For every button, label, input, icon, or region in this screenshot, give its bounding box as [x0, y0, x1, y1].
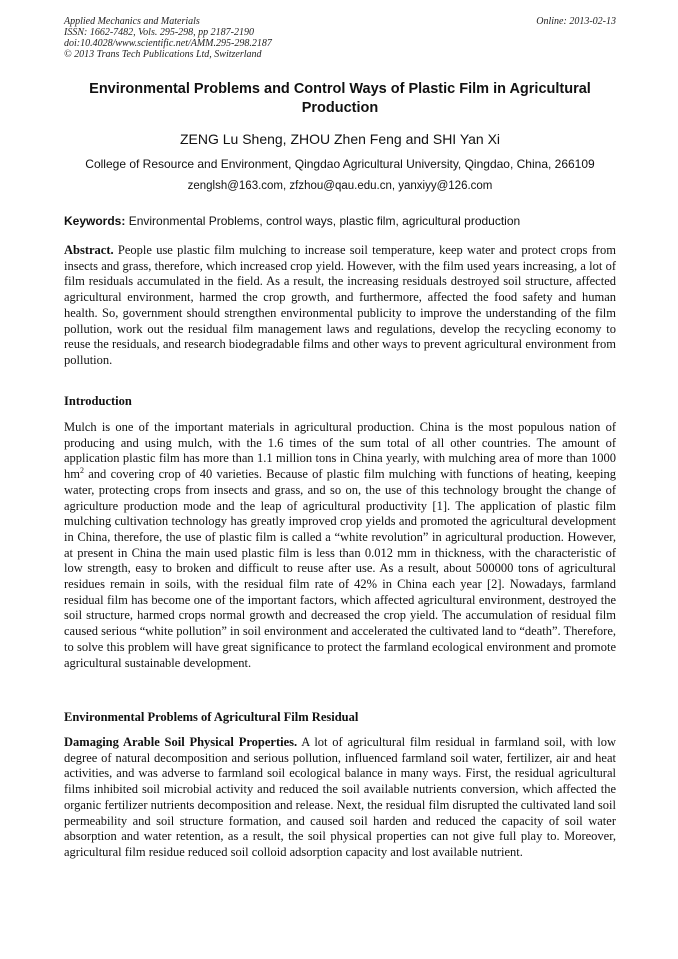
online-date: Online: 2013-02-13: [536, 16, 616, 27]
paper-authors: ZENG Lu Sheng, ZHOU Zhen Feng and SHI Yan Xi: [179, 131, 501, 147]
doi-line: doi:10.4028/www.scientific.net/AMM.295-298.2187: [64, 38, 272, 49]
paper-title: Environmental Problems and Control Ways of Plastic Film in Agricultural Production: [89, 81, 591, 116]
keywords-label: Keywords:: [64, 214, 126, 228]
abstract-text: People use plastic film mulching to increase soil temperature, keep water and protect crops from insects and grass, therefore, which increased crop yield. However, with the film used years increasing, a lot of film residuals accumulated in the field. As a result, the increasing residuals destroyed soil structure, affected agricultural environment, harmed the crop growth, and furthermore, affected the food safety and human health. So, government should strengthen environmental publicity to improve the understanding of the film pollution, work out the residual film management laws and regulations, develop the recycling economy to reuse the residuals, and research biodegradable films and other ways to prevent agricultural environment from pollution.: [64, 243, 616, 367]
journal-header: [64, 16, 616, 60]
introduction-text-b: and covering crop of 40 varieties. Because of plastic film mulching with functions of heating, keeping water, protecting crops from insects and grass, and so on, the use of this technology brought the change of agriculture production mode and the leap of agricultural productivity [1]. The application of plastic film mulching cultivation technology has greatly improved crop yields and promoted the agricultural development in China, therefore, the use of plastic film is called a “white revolution” in agricultural production. However, at present in China the main used plastic film is less than 0.012 mm in thickness, with the characteristic of low strength, easy to broken and difficult to reuse after use. As a result, about 500000 tons of agricultural residues remain in soils, with the residual film rate of 42% in China each year [2]. Nowadays, farmland residual film has become one of the important factors, which affected agricultural environment, destroyed the soil structure, harmed crops normal growth and decreased the crop yield. The accumulation of residual film caused serious “white pollution” in soil environment and accelerated the cultivated land to “death”. Therefore, to solve this problem will have great significance to protect the farmland ecological environment and promote agricultural sustainable development.: [64, 467, 616, 670]
introduction-paragraph: [64, 420, 616, 671]
section2-heading: Environmental Problems of Agricultural Film Residual: [64, 710, 359, 724]
introduction-heading: Introduction: [64, 394, 132, 408]
keywords-text: Environmental Problems, control ways, plastic film, agricultural production: [128, 214, 521, 228]
section2-lead: Damaging Arable Soil Physical Properties.: [64, 735, 298, 749]
abstract-label: Abstract.: [64, 243, 114, 257]
author-affiliation: College of Resource and Environment, Qingdao Agricultural University, Qingdao, China, 266109: [85, 157, 595, 171]
superscript-2: 2: [79, 465, 84, 475]
section2-text: A lot of agricultural film residual in farmland soil, with low degree of natural decomposition and serious pollution, influenced farmland soil water, fertilizer, air and heat activities, and was adverse to farmland soil ecological balance in many ways. First, the residual agricultural films inhibited soil microbial activity and reduced the soil available nutrients conversion, which affected the organic fertilizer nutrients decomposition and release. Next, the residual film disrupted the cultivated land soil permeability and soil structure formation, and caused soil harden and reduced the capacity of soil water absorption and water retention, as a result, the soil physical properties can not give full play to. Moreover, agricultural film residue reduced soil colloid adsorption capacity and lost available nutrient.: [64, 735, 616, 859]
author-emails: zenglsh@163.com, zfzhou@qau.edu.cn, yanxiyy@126.com: [187, 180, 493, 192]
journal-name: Applied Mechanics and Materials: [64, 16, 200, 27]
introduction-text-a: Mulch is one of the important materials in agricultural production. China is the most populous nation of producing and using mulch, with the 1.6 times of the sum total of all other countries. The amount of application plastic film has more than 1.1 million tons in China yearly, with mulching area of more than 1000 hm: [64, 420, 616, 482]
keywords: [64, 214, 616, 228]
section2-paragraph: [64, 735, 616, 861]
copyright-line: © 2013 Trans Tech Publications Ltd, Switzerland: [64, 49, 262, 60]
abstract: [64, 243, 616, 369]
issn-line: ISSN: 1662-7482, Vols. 295-298, pp 2187-2190: [64, 27, 254, 38]
